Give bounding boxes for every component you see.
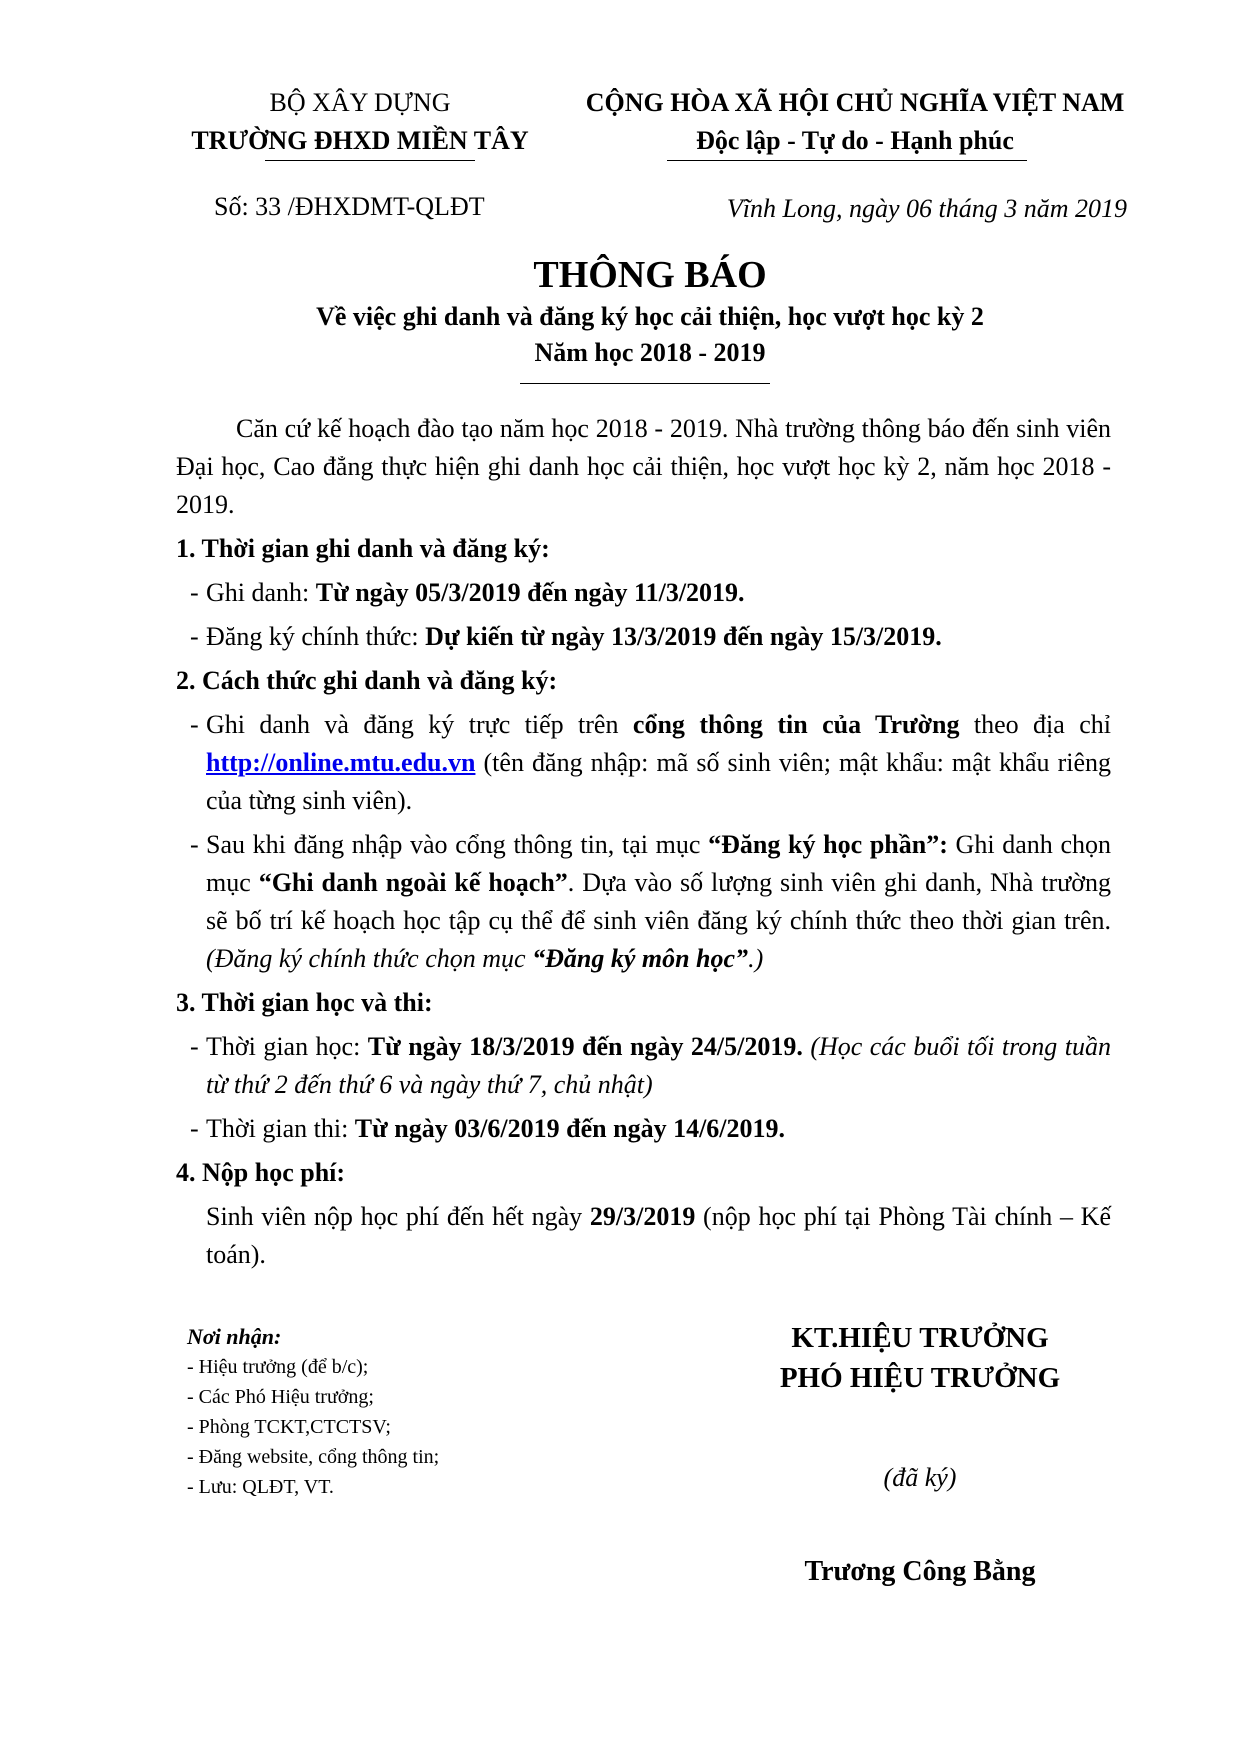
recipient-item: - Đăng website, cổng thông tin; [187, 1446, 440, 1468]
country-name: CỘNG HÒA XÃ HỘI CHỦ NGHĨA VIỆT NAM [585, 88, 1125, 117]
signer-name: Trương Công Bằng [804, 1556, 1036, 1587]
document-number: Số: 33 /ĐHXDMT-QLĐT [214, 192, 485, 221]
section-3-item-2: - Thời gian thi: Từ ngày 03/6/2019 đến ngày 14/6/2019. [190, 1114, 786, 1143]
issuer-block [150, 84, 570, 160]
section-2-heading: 2. Cách thức ghi danh và đăng ký: [176, 666, 558, 695]
section-3-heading: 3. Thời gian học và thi: [176, 988, 433, 1017]
document-title: THÔNG BÁO [533, 254, 767, 296]
recipient-item: - Các Phó Hiệu trưởng; [187, 1386, 374, 1408]
recipient-item: - Hiệu trưởng (để b/c); [187, 1356, 369, 1378]
school-year: Năm học 2018 - 2019 [534, 338, 766, 367]
section-1-heading: 1. Thời gian ghi danh và đăng ký: [176, 534, 550, 563]
recipients-block [187, 1322, 439, 1502]
portal-link[interactable]: http://online.mtu.edu.vn [206, 748, 476, 777]
section-2-item-1: - Ghi danh và đăng ký trực tiếp trên cổng thông tin của Trường theo địa chỉ http://online.mtu.edu.vn (tên đăng nhập: mã số sinh viên; mật khẩu: mật khẩu riêng của từng sinh viên). [190, 710, 1112, 815]
ministry-name: BỘ XÂY DỰNG [269, 88, 451, 117]
recipients-label: Nơi nhận: [187, 1324, 282, 1349]
section-3-item-1: - Thời gian học: Từ ngày 18/3/2019 đến ngày 24/5/2019. (Học các buổi tối trong tuần từ thứ 2 đến thứ 6 và ngày thứ 7, chủ nhật) [190, 1032, 1111, 1099]
section-4-heading: 4. Nộp học phí: [176, 1158, 346, 1187]
section-1-item-2: - Đăng ký chính thức: Dự kiến từ ngày 13/3/2019 đến ngày 15/3/2019. [190, 622, 942, 651]
section-4-text: Sinh viên nộp học phí đến hết ngày 29/3/2019 (nộp học phí tại Phòng Tài chính – Kế toán). [206, 1202, 1111, 1269]
motto-underline [667, 160, 1027, 161]
document-body [176, 410, 1111, 1274]
signed-note: (đã ký) [883, 1463, 957, 1492]
school-underline [265, 160, 475, 161]
country-block [555, 84, 1155, 160]
intro-paragraph: Căn cứ kế hoạch đào tạo năm học 2018 - 2019. Nhà trường thông báo đến sinh viên Đại học, Cao đẳng thực hiện ghi danh học cải thiện, học vượt học kỳ 2, năm học 2018 - 2019. [176, 414, 1111, 519]
signer-title: KT.HIỆU TRƯỞNG PHÓ HIỆU TRƯỞNG [779, 1322, 1061, 1394]
title-underline [520, 383, 770, 384]
recipient-item: - Phòng TCKT,CTCTSV; [187, 1416, 391, 1438]
document-subtitle: Về việc ghi danh và đăng ký học cải thiện, học vượt học kỳ 2 [316, 302, 984, 331]
school-name: TRƯỜNG ĐHXD MIỀN TÂY [191, 126, 529, 155]
motto: Độc lập - Tự do - Hạnh phúc [696, 126, 1014, 155]
recipient-item: - Lưu: QLĐT, VT. [187, 1476, 334, 1498]
place-date: Vĩnh Long, ngày 06 tháng 3 năm 2019 [726, 194, 1127, 223]
section-2-item-2: - Sau khi đăng nhập vào cổng thông tin, tại mục “Đăng ký học phần”: Ghi danh chọn mục “Ghi danh ngoài kế hoạch”. Dựa vào số lượng sinh viên ghi danh, Nhà trường sẽ bố trí kế hoạch học tập cụ thể để sinh viên đăng ký chính thức theo thời gian trên. (Đăng ký chính thức chọn mục “Đăng ký môn học”.) [190, 830, 1112, 973]
section-1-item-1: - Ghi danh: Từ ngày 05/3/2019 đến ngày 11/3/2019. [190, 578, 745, 607]
